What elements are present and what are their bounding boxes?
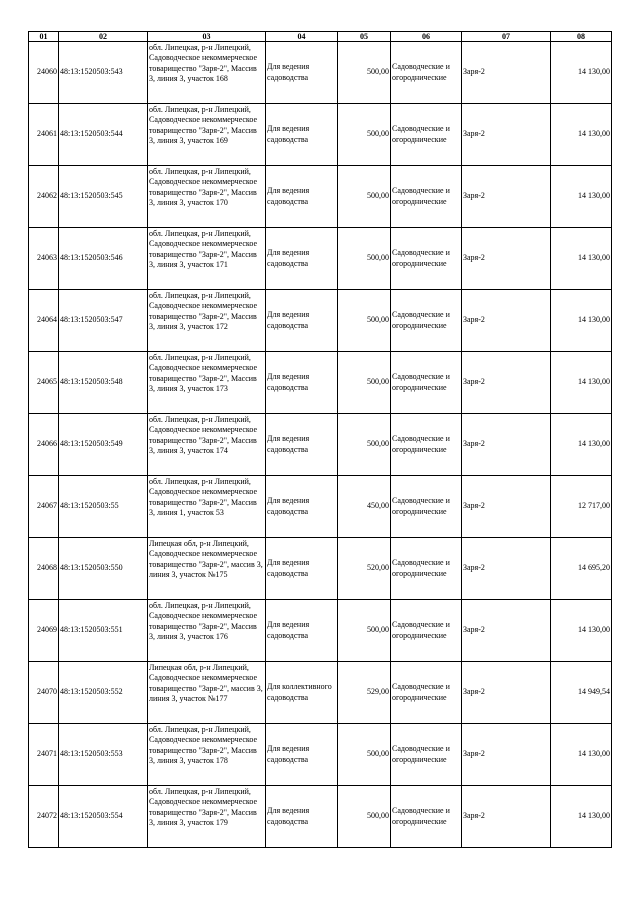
area-cell: 500,00 [338, 724, 391, 786]
location-cell: Заря-2 [462, 600, 551, 662]
location-cell: Заря-2 [462, 290, 551, 352]
header-row [29, 32, 612, 42]
table-row [29, 228, 612, 290]
record-number-cell: 24066 [29, 414, 59, 476]
cadastral-value-cell: 12 717,00 [551, 476, 612, 538]
cadastral-number-cell: 48:13:1520503:552 [59, 662, 148, 724]
location-cell: Заря-2 [462, 166, 551, 228]
record-number-cell: 24069 [29, 600, 59, 662]
permitted-use-cell: Для ведения садоводства [266, 600, 338, 662]
permitted-use-cell: Для ведения садоводства [266, 786, 338, 848]
table-row [29, 414, 612, 476]
column-header: 05 [338, 32, 391, 42]
table-row [29, 476, 612, 538]
area-cell: 500,00 [338, 290, 391, 352]
table-row [29, 166, 612, 228]
cadastral-value-cell: 14 130,00 [551, 414, 612, 476]
land-category-cell: Садоводческие и огороднические [391, 290, 462, 352]
address-cell: Липецкая обл, р-н Липецкий, Садоводческое некоммерческое товарищество "Заря-2", массив 3, линия 3, участок №175 [148, 538, 266, 600]
cadastral-value-cell: 14 130,00 [551, 724, 612, 786]
land-category-cell: Садоводческие и огороднические [391, 228, 462, 290]
address-cell: обл. Липецкая, р-н Липецкий, Садоводческое некоммерческое товарищество "Заря-2", Массив 3, линия 3, участок 174 [148, 414, 266, 476]
area-cell: 500,00 [338, 414, 391, 476]
record-number-cell: 24061 [29, 104, 59, 166]
permitted-use-cell: Для ведения садоводства [266, 228, 338, 290]
cadastral-number-cell: 48:13:1520503:544 [59, 104, 148, 166]
address-cell: обл. Липецкая, р-н Липецкий, Садоводческое некоммерческое товарищество "Заря-2", Массив 3, линия 3, участок 176 [148, 600, 266, 662]
land-category-cell: Садоводческие и огороднические [391, 352, 462, 414]
cadastral-number-cell: 48:13:1520503:554 [59, 786, 148, 848]
address-cell: обл. Липецкая, р-н Липецкий, Садоводческое некоммерческое товарищество "Заря-2", Массив 3, линия 3, участок 172 [148, 290, 266, 352]
record-number-cell: 24065 [29, 352, 59, 414]
location-cell: Заря-2 [462, 228, 551, 290]
cadastral-value-cell: 14 130,00 [551, 228, 612, 290]
cadastral-number-cell: 48:13:1520503:55 [59, 476, 148, 538]
address-cell: обл. Липецкая, р-н Липецкий, Садоводческое некоммерческое товарищество "Заря-2", Массив 3, линия 3, участок 179 [148, 786, 266, 848]
cadastral-value-cell: 14 130,00 [551, 104, 612, 166]
column-header: 01 [29, 32, 59, 42]
table-row [29, 538, 612, 600]
location-cell: Заря-2 [462, 476, 551, 538]
cadastral-value-cell: 14 695,20 [551, 538, 612, 600]
address-cell: обл. Липецкая, р-н Липецкий, Садоводческое некоммерческое товарищество "Заря-2", Массив 3, линия 3, участок 169 [148, 104, 266, 166]
cadastral-value-cell: 14 130,00 [551, 352, 612, 414]
cadastral-number-cell: 48:13:1520503:549 [59, 414, 148, 476]
record-number-cell: 24067 [29, 476, 59, 538]
cadastral-value-cell: 14 130,00 [551, 290, 612, 352]
address-cell: обл. Липецкая, р-н Липецкий, Садоводческое некоммерческое товарищество "Заря-2", Массив 3, линия 3, участок 171 [148, 228, 266, 290]
land-category-cell: Садоводческие и огороднические [391, 724, 462, 786]
cadastral-value-cell: 14 130,00 [551, 166, 612, 228]
land-category-cell: Садоводческие и огороднические [391, 538, 462, 600]
area-cell: 500,00 [338, 600, 391, 662]
permitted-use-cell: Для ведения садоводства [266, 724, 338, 786]
column-header: 08 [551, 32, 612, 42]
permitted-use-cell: Для коллективного садоводства [266, 662, 338, 724]
land-category-cell: Садоводческие и огороднические [391, 600, 462, 662]
column-header: 06 [391, 32, 462, 42]
column-header: 03 [148, 32, 266, 42]
table-row [29, 786, 612, 848]
record-number-cell: 24062 [29, 166, 59, 228]
column-header: 02 [59, 32, 148, 42]
area-cell: 500,00 [338, 228, 391, 290]
column-header: 07 [462, 32, 551, 42]
table-row [29, 290, 612, 352]
area-cell: 520,00 [338, 538, 391, 600]
address-cell: обл. Липецкая, р-н Липецкий, Садоводческое некоммерческое товарищество "Заря-2", Массив 3, линия 3, участок 170 [148, 166, 266, 228]
land-registry-table [28, 31, 612, 848]
location-cell: Заря-2 [462, 724, 551, 786]
column-header: 04 [266, 32, 338, 42]
area-cell: 500,00 [338, 42, 391, 104]
record-number-cell: 24063 [29, 228, 59, 290]
address-cell: обл. Липецкая, р-н Липецкий, Садоводческое некоммерческое товарищество "Заря-2", Массив 3, линия 3, участок 173 [148, 352, 266, 414]
record-number-cell: 24070 [29, 662, 59, 724]
cadastral-number-cell: 48:13:1520503:546 [59, 228, 148, 290]
table-row [29, 662, 612, 724]
location-cell: Заря-2 [462, 352, 551, 414]
table-row [29, 104, 612, 166]
address-cell: обл. Липецкая, р-н Липецкий, Садоводческое некоммерческое товарищество "Заря-2", Массив 3, линия 3, участок 168 [148, 42, 266, 104]
table-row [29, 352, 612, 414]
record-number-cell: 24068 [29, 538, 59, 600]
cadastral-number-cell: 48:13:1520503:543 [59, 42, 148, 104]
location-cell: Заря-2 [462, 538, 551, 600]
land-category-cell: Садоводческие и огороднические [391, 662, 462, 724]
table-row [29, 42, 612, 104]
permitted-use-cell: Для ведения садоводства [266, 352, 338, 414]
location-cell: Заря-2 [462, 42, 551, 104]
permitted-use-cell: Для ведения садоводства [266, 414, 338, 476]
location-cell: Заря-2 [462, 786, 551, 848]
location-cell: Заря-2 [462, 104, 551, 166]
permitted-use-cell: Для ведения садоводства [266, 166, 338, 228]
address-cell: обл. Липецкая, р-н Липецкий, Садоводческое некоммерческое товарищество "Заря-2", Массив 3, линия 3, участок 178 [148, 724, 266, 786]
cadastral-number-cell: 48:13:1520503:545 [59, 166, 148, 228]
permitted-use-cell: Для ведения садоводства [266, 290, 338, 352]
cadastral-value-cell: 14 949,54 [551, 662, 612, 724]
location-cell: Заря-2 [462, 414, 551, 476]
permitted-use-cell: Для ведения садоводства [266, 538, 338, 600]
land-category-cell: Садоводческие и огороднические [391, 414, 462, 476]
land-category-cell: Садоводческие и огороднические [391, 42, 462, 104]
area-cell: 500,00 [338, 166, 391, 228]
address-cell: Липецкая обл, р-н Липецкий, Садоводческое некоммерческое товарищество "Заря-2", массив 3, линия 3, участок №177 [148, 662, 266, 724]
permitted-use-cell: Для ведения садоводства [266, 42, 338, 104]
land-category-cell: Садоводческие и огороднические [391, 476, 462, 538]
address-cell: обл. Липецкая, р-н Липецкий, Садоводческое некоммерческое товарищество "Заря-2", Массив 3, линия 1, участок 53 [148, 476, 266, 538]
cadastral-number-cell: 48:13:1520503:553 [59, 724, 148, 786]
area-cell: 500,00 [338, 104, 391, 166]
area-cell: 450,00 [338, 476, 391, 538]
land-category-cell: Садоводческие и огороднические [391, 786, 462, 848]
cadastral-value-cell: 14 130,00 [551, 42, 612, 104]
record-number-cell: 24064 [29, 290, 59, 352]
table-row [29, 724, 612, 786]
permitted-use-cell: Для ведения садоводства [266, 476, 338, 538]
cadastral-number-cell: 48:13:1520503:548 [59, 352, 148, 414]
area-cell: 500,00 [338, 352, 391, 414]
permitted-use-cell: Для ведения садоводства [266, 104, 338, 166]
area-cell: 500,00 [338, 786, 391, 848]
cadastral-value-cell: 14 130,00 [551, 600, 612, 662]
cadastral-number-cell: 48:13:1520503:550 [59, 538, 148, 600]
location-cell: Заря-2 [462, 662, 551, 724]
cadastral-value-cell: 14 130,00 [551, 786, 612, 848]
record-number-cell: 24071 [29, 724, 59, 786]
cadastral-number-cell: 48:13:1520503:547 [59, 290, 148, 352]
record-number-cell: 24060 [29, 42, 59, 104]
land-category-cell: Садоводческие и огороднические [391, 166, 462, 228]
area-cell: 529,00 [338, 662, 391, 724]
record-number-cell: 24072 [29, 786, 59, 848]
land-category-cell: Садоводческие и огороднические [391, 104, 462, 166]
table-row [29, 600, 612, 662]
cadastral-number-cell: 48:13:1520503:551 [59, 600, 148, 662]
